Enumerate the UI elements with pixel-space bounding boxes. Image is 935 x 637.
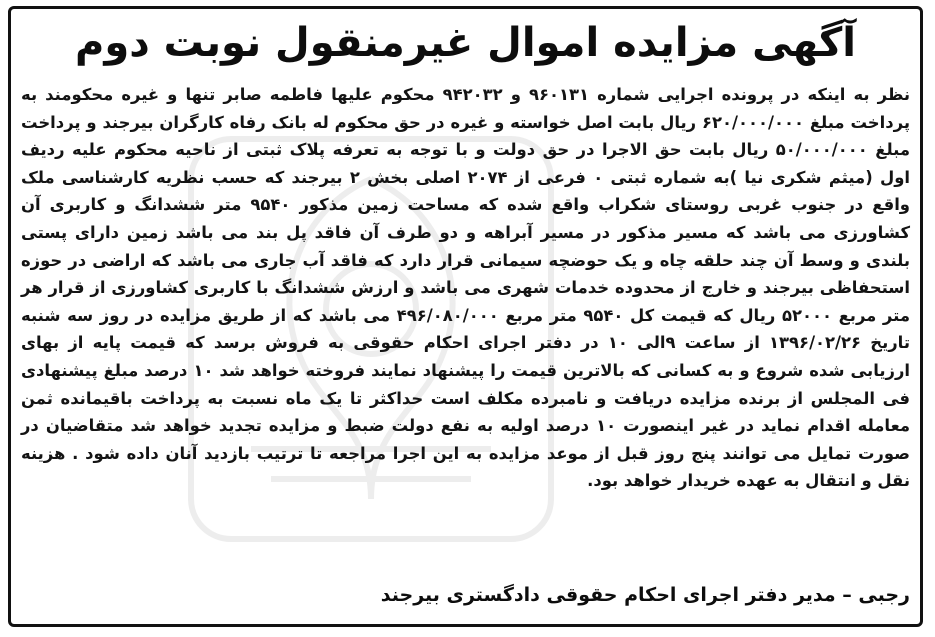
notice-title: آگهی مزایده اموال غیرمنقول نوبت دوم [75, 20, 856, 66]
notice-frame [8, 6, 923, 627]
notice-signature: رجبی – مدیر دفتر اجرای احکام حقوقی دادگستری بیرجند [380, 584, 910, 606]
notice-body: نظر به اینکه در پرونده اجرایی شماره ۹۶۰۱۳۱ و ۹۴۲۰۳۲ محکوم علیها فاطمه صابر تنها و غیره محکومند به پرداخت مبلغ ۶۲۰/۰۰۰/۰۰۰ ریال بابت اصل خواسته و غیره در حق محکوم له بانک رفاه کارگران بیرجند و پرداخت مبلغ ۵۰/۰۰۰/۰۰۰ ریال بابت حق الاجرا در حق دولت و با توجه به تعرفه پلاک ثبتی از ناحیه محکوم علیه ردیف اول (میثم شکری نیا )به شماره ثبتی ۰ فرعی از ۲۰۷۴ اصلی بخش ۲ بیرجند که حسب نظریه کارشناسی ملک واقع در جنوب غربی روستای شکراب واقع شده که مساحت زمین مذکور ۹۵۴۰ متر ششدانگ و کاربری آن کشاورزی می باشد که مسیر مذکور در مسیر آبراهه و دو طرف آن فاقد پل بند می باشد زمین دارای پستی بلندی و وسط آن چند حلقه چاه و یک حوضچه سیمانی قرار دارد که فاقد آب جاری می باشد که اراضی در حوزه استحفاظی بیرجند و خارج از محدوده خدمات شهری می باشد و ارزش ششدانگ با کاربری کشاورزی از قرار هر متر مربع ۵۲۰۰۰ ریال که قیمت کل ۹۵۴۰ متر مربع ۴۹۶/۰۸۰/۰۰۰ می باشد که از طریق مزایده در روز سه شنبه تاریخ ۱۳۹۶/۰۲/۲۶ از ساعت ۹الی ۱۰ در دفتر اجرای احکام حقوقی به فروش برسد که قیمت پایه از بهای ارزیابی شده شروع و به کسانی که بالاترین قیمت را پیشنهاد نمایند فروخته خواهد شد ۱۰ درصد مبلغ پیشنهادی فی المجلس از برنده مزایده دریافت و نامبرده مکلف است حداکثر تا یک ماه نسبت به پرداخت باقیمانده ثمن معامله اقدام نماید در غیر اینصورت ۱۰ درصد اولیه به نفع دولت ضبط و مزایده تجدید خواهد شد متقاضیان در صورت تمایل می توانند پنج روز قبل از موعد مزایده به این اجرا مراجعه تا ترتیب بازدید آنان داده شود . هزینه نقل و انتقال به عهده خریدار خواهد بود. [21, 85, 911, 491]
